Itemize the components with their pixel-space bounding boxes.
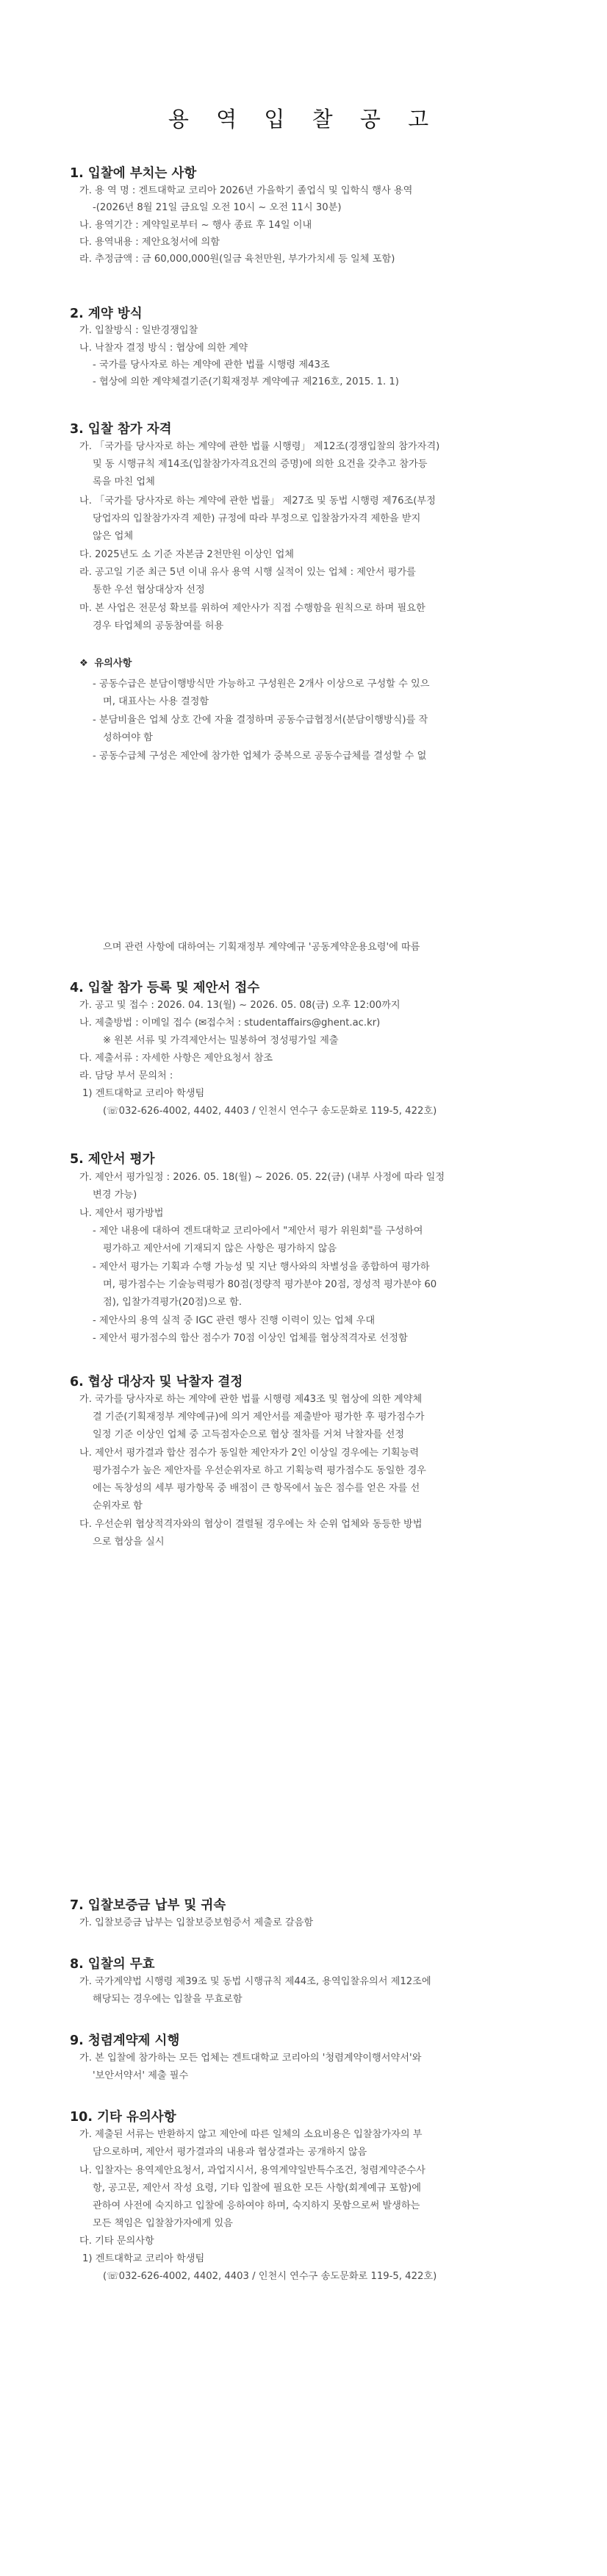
s7-line-1: 가. 입찰보증금 납부는 입찰보증보험증서 제출로 갈음함 <box>79 1917 314 1928</box>
s1-line-4: 다. 용역내용 : 제안요청서에 의함 <box>79 237 220 248</box>
s3-line-7: 다. 2025년도 소 기준 자본금 2천만원 이상인 업체 <box>79 549 295 560</box>
s5-line-8: 점), 입찰가격평가(20점)으로 함. <box>103 1297 243 1308</box>
s3-line-8: 라. 공고일 기준 최근 5년 이내 유사 용역 시행 실적이 있는 업체 : 제안서 평가를 <box>79 567 416 578</box>
s5-line-7: 며, 평가점수는 기술능력평가 80점(정량적 평가분야 20점, 정성적 평가분야 60 <box>103 1279 437 1290</box>
s1-line-1: 가. 용 역 명 : 겐트대학교 코리아 2026년 가을학기 졸업식 및 입학식 행사 용역 <box>79 185 413 196</box>
note-line-5: - 공동수급체 구성은 제안에 참가한 업체가 중복으로 공동수급체를 결성할 수 없 <box>93 751 427 762</box>
s10-line-1: 가. 제출된 서류는 반환하지 않고 제안에 따른 일체의 소요비용은 입찰참가자의 부 <box>79 2129 423 2140</box>
s9-line-1: 가. 본 입찰에 참가하는 모든 업체는 겐트대학교 코리아의 '청렴계약이행서약서'와 <box>79 2053 422 2064</box>
s6-line-5: 평가점수가 높은 제안자를 우선순위자로 하고 기획능력 평가점수도 동일한 경우 <box>93 1465 426 1476</box>
s6-line-6: 에는 독창성의 세부 평가항목 중 배점이 큰 항목에서 높은 점수를 얻은 자를 선 <box>93 1483 420 1494</box>
section-8-heading: 8. 입찰의 무효 <box>70 1957 155 1972</box>
s3-line-9: 통한 우선 협상대상자 선정 <box>93 584 205 595</box>
s10-line-4: 항, 공고문, 제안서 작성 요령, 기타 입찰에 필요한 모든 사항(회계예규 포함)에 <box>93 2183 421 2194</box>
s1-line-2: -(2026년 8월 21일 금요일 오전 10시 ~ 오전 11시 30분) <box>93 202 342 213</box>
s4-line-5: 라. 담당 부서 문의처 : <box>79 1070 173 1081</box>
section-1-heading: 1. 입찰에 부치는 사항 <box>70 166 197 181</box>
s1-line-3: 나. 용역기간 : 계약일로부터 ~ 행사 종료 후 14일 이내 <box>79 220 312 231</box>
s4-line-2: 나. 제출방법 : 이메일 접수 (✉접수처 : studentaffairs@ghent.ac.kr) <box>79 1017 381 1028</box>
s4-line-4: 다. 제출서류 : 자세한 사항은 제안요청서 참조 <box>79 1053 273 1064</box>
s3-line-1: 가. 「국가를 당사자로 하는 계약에 관한 법률 시행령」 제12조(경쟁입찰의 참가자격) <box>79 441 440 452</box>
s2-line-4: - 협상에 의한 계약체결기준(기획재정부 계약예규 제216호, 2015. 1. 1) <box>93 376 399 387</box>
s6-line-2: 결 기준(기획재정부 계약예규)에 의거 제안서를 제출받아 평가한 후 평가점수가 <box>93 1412 425 1423</box>
s3-line-11: 경우 타업체의 공동참여를 허용 <box>93 620 224 632</box>
section-9-heading: 9. 청렴계약제 시행 <box>70 2033 180 2048</box>
section-4-heading: 4. 입찰 참가 등록 및 제안서 접수 <box>70 981 260 995</box>
s10-line-8: 1) 겐트대학교 코리아 학생팀 <box>82 2253 205 2264</box>
note-line-6: 으며 관련 사항에 대하여는 기획재정부 계약예규 '공동계약운용요령'에 따름 <box>103 942 420 953</box>
s5-line-10: - 제안서 평가점수의 합산 점수가 70점 이상인 업체를 협상적격자로 선정함 <box>93 1333 408 1344</box>
s2-line-3: - 국가를 당사자로 하는 계약에 관한 법률 시행령 제43조 <box>93 359 330 371</box>
diamond-bullet-icon: ❖ <box>79 658 88 669</box>
s4-line-6: 1) 겐트대학교 코리아 학생팀 <box>82 1088 205 1099</box>
s2-line-1: 가. 입찰방식 : 일반경쟁입찰 <box>79 325 198 336</box>
note-line-3: - 분담비율은 업체 상호 간에 자율 결정하며 공동수급협정서(분담이행방식)를 작 <box>93 715 428 726</box>
note-heading-label: 유의사항 <box>94 658 132 669</box>
s3-line-2: 및 동 시행규칙 제14조(입찰참가자격요건의 증명)에 의한 요건을 갖추고 참가등 <box>93 459 428 470</box>
s8-line-1: 가. 국가계약법 시행령 제39조 및 동법 시행규칙 제44조, 용역입찰유의서 제12조에 <box>79 1976 431 1987</box>
note-line-2: 며, 대표사는 사용 결정함 <box>103 696 209 707</box>
section-7-heading: 7. 입찰보증금 납부 및 귀속 <box>70 1898 226 1913</box>
s3-line-5: 당업자의 입찰참가자격 제한) 규정에 따라 부정으로 입찰참가자격 제한을 받지 <box>93 513 421 524</box>
s3-line-3: 록을 마친 업체 <box>93 476 155 487</box>
note-line-1: - 공동수급은 분담이행방식만 가능하고 구성원은 2개사 이상으로 구성할 수 있으 <box>93 679 430 690</box>
section-5-heading: 5. 제안서 평가 <box>70 1152 155 1167</box>
note-line-4: 성하여야 함 <box>103 732 153 743</box>
s6-line-9: 으로 협상을 실시 <box>93 1536 165 1548</box>
s10-line-9: (☏032-626-4002, 4402, 4403 / 인천시 연수구 송도문화로 119-5, 422호) <box>103 2271 437 2282</box>
s3-line-4: 나. 「국가를 당사자로 하는 계약에 관한 법률」 제27조 및 동법 시행령 제76조(부정 <box>79 495 436 507</box>
s4-line-7: (☏032-626-4002, 4402, 4403 / 인천시 연수구 송도문화로 119-5, 422호) <box>103 1106 437 1117</box>
s10-line-3: 나. 입찰자는 용역제안요청서, 과업지시서, 용역계약일반특수조건, 청렴계약준수사 <box>79 2165 425 2176</box>
s1-line-5: 라. 추정금액 : 금 60,000,000원(일금 육천만원, 부가가치세 등 일체 포함) <box>79 254 395 265</box>
s3-line-6: 않은 업체 <box>93 531 134 542</box>
s5-line-4: - 제안 내용에 대하여 겐트대학교 코리아에서 "제안서 평가 위원회"를 구성하여 <box>93 1226 423 1237</box>
s10-line-5: 관하여 사전에 숙지하고 입찰에 응하여야 하며, 숙지하지 못함으로써 발생하는 <box>93 2200 420 2211</box>
s10-line-2: 담으로하며, 제안서 평가결과의 내용과 협상결과는 공개하지 않음 <box>93 2147 367 2158</box>
section-10-heading: 10. 기타 유의사항 <box>70 2110 176 2125</box>
s6-line-4: 나. 제안서 평가결과 합산 점수가 동일한 제안자가 2인 이상일 경우에는 기획능력 <box>79 1448 420 1459</box>
s10-line-7: 다. 기타 문의사항 <box>79 2236 154 2247</box>
s5-line-3: 나. 제안서 평가방법 <box>79 1208 164 1219</box>
s10-line-6: 모든 책임은 입찰참가자에게 있음 <box>93 2218 233 2229</box>
s4-line-3: ※ 원본 서류 및 가격제안서는 밀봉하여 정성평가일 제출 <box>103 1035 339 1046</box>
s5-line-1: 가. 제안서 평가일정 : 2026. 05. 18(월) ~ 2026. 05. 22(금) (내부 사정에 따라 일정 <box>79 1172 445 1183</box>
section-3-heading: 3. 입찰 참가 자격 <box>70 422 172 437</box>
s8-line-2: 해당되는 경우에는 입찰을 무효로함 <box>93 1994 243 2005</box>
s2-line-2: 나. 낙찰자 결정 방식 : 협상에 의한 계약 <box>79 343 248 354</box>
s5-line-6: - 제안서 평가는 기획과 수행 가능성 및 지난 행사와의 차별성을 종합하여 평가하 <box>93 1262 430 1273</box>
s6-line-8: 다. 우선순위 협상적격자와의 협상이 결렬될 경우에는 차 순위 업체와 동등한 방법 <box>79 1519 423 1530</box>
page-title: 용 역 입 찰 공 고 <box>168 107 439 132</box>
s6-line-7: 순위자로 함 <box>93 1500 143 1511</box>
s4-line-1: 가. 공고 및 접수 : 2026. 04. 13(월) ~ 2026. 05. 08(금) 오후 12:00까지 <box>79 1000 401 1011</box>
note-heading <box>79 656 132 671</box>
s5-line-9: - 제안사의 용역 실적 중 IGC 관련 행사 진행 이력이 있는 업체 우대 <box>93 1315 376 1326</box>
s6-line-1: 가. 국가를 당사자로 하는 계약에 관한 법률 시행령 제43조 및 협상에 의한 계약체 <box>79 1394 423 1405</box>
s6-line-3: 일정 기준 이상인 업체 중 고득점자순으로 협상 절차를 거쳐 낙찰자를 선정 <box>93 1429 405 1440</box>
s5-line-5: 평가하고 제안서에 기재되지 않은 사항은 평가하지 않음 <box>103 1243 337 1254</box>
section-6-heading: 6. 협상 대상자 및 낙찰자 결정 <box>70 1375 243 1389</box>
s9-line-2: '보안서약서' 제출 필수 <box>93 2070 189 2081</box>
s3-line-10: 마. 본 사업은 전문성 확보를 위하여 제안사가 직접 수행함을 원칙으로 하며 필요한 <box>79 603 425 614</box>
section-2-heading: 2. 계약 방식 <box>70 307 143 321</box>
s5-line-2: 변경 가능) <box>93 1189 137 1201</box>
